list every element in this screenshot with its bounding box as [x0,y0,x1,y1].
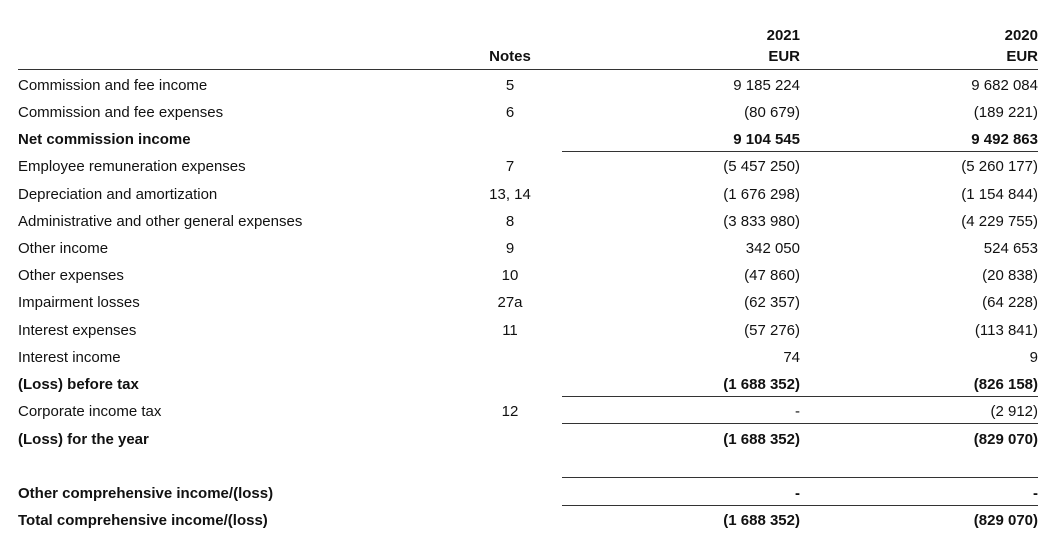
row-note: 13, 14 [489,186,531,203]
row-note: 6 [505,104,515,121]
row-label: Interest expenses [18,322,137,339]
oci-bottom-rule-2020 [800,505,1038,506]
header-rule [18,69,1038,70]
loss-before-tax-rule-2021 [562,396,800,397]
row-value-2021: (3 833 980) [723,213,800,230]
row-label: Other expenses [18,267,124,284]
row-note: 5 [505,77,515,94]
row-label: Depreciation and amortization [18,186,218,203]
net-commission-rule-2021 [562,151,800,152]
row-note: 11 [502,322,518,339]
row-value-2021: - [795,485,800,502]
row-value-2021: 9 104 545 [733,131,800,148]
row-value-2020: (2 912) [990,403,1038,420]
income-tax-rule-2020 [800,423,1038,424]
row-value-2020: 9 492 863 [971,131,1038,148]
row-note: 8 [505,213,515,230]
row-label: Other comprehensive income/(loss) [18,485,274,502]
row-value-2021: 342 050 [745,240,800,257]
row-value-2020: (189 221) [973,104,1038,121]
row-label: Commission and fee expenses [18,104,224,121]
row-label: (Loss) for the year [18,431,149,448]
row-value-2020: (5 260 177) [961,158,1038,175]
row-value-2020: (64 228) [982,294,1038,311]
row-note: 12 [501,403,519,420]
row-value-2021: (1 688 352) [723,431,800,448]
row-value-2020: (829 070) [973,512,1038,529]
row-value-2020: (4 229 755) [961,213,1038,230]
row-label: (Loss) before tax [18,376,139,393]
row-note: 10 [501,267,519,284]
row-label: Net commission income [18,131,191,148]
row-value-2020: (20 838) [982,267,1038,284]
row-value-2020: (1 154 844) [961,186,1038,203]
net-commission-rule-2020 [800,151,1038,152]
oci-top-rule-2021 [562,477,800,478]
row-label: Administrative and other general expenses [18,213,303,230]
currency-2020-header: EUR [1006,48,1038,65]
row-value-2021: (1 688 352) [723,376,800,393]
row-value-2020: (113 841) [974,322,1038,339]
loss-before-tax-rule-2020 [800,396,1038,397]
row-value-2021: (5 457 250) [723,158,800,175]
row-value-2021: (1 688 352) [723,512,800,529]
row-label: Interest income [18,349,121,366]
row-value-2021: (80 679) [744,104,800,121]
row-label: Employee remuneration expenses [18,158,246,175]
row-label: Commission and fee income [18,77,208,94]
row-label: Total comprehensive income/(loss) [18,512,268,529]
row-value-2020: (829 070) [973,431,1038,448]
row-value-2021: (57 276) [744,322,800,339]
row-value-2021: (47 860) [744,267,800,284]
row-value-2020: (826 158) [973,376,1038,393]
row-value-2021: (1 676 298) [723,186,800,203]
currency-2021-header: EUR [768,48,800,65]
oci-bottom-rule-2021 [562,505,800,506]
row-value-2020: - [1033,485,1038,502]
row-label: Impairment losses [18,294,140,311]
row-value-2021: (62 357) [744,294,800,311]
row-value-2020: 9 682 084 [971,77,1038,94]
row-value-2020: 9 [1029,349,1038,366]
row-value-2021: 74 [783,349,800,366]
oci-top-rule-2020 [800,477,1038,478]
row-label: Corporate income tax [18,403,162,420]
row-value-2021: 9 185 224 [733,77,800,94]
year-2020-header: 2020 [1004,27,1038,44]
row-value-2020: 524 653 [983,240,1038,257]
notes-header: Notes [489,48,531,65]
row-value-2021: - [795,403,800,420]
income-tax-rule-2021 [562,423,800,424]
row-label: Other income [18,240,109,257]
year-2021-header: 2021 [766,27,800,44]
row-note: 9 [505,240,515,257]
row-note: 7 [505,158,515,175]
row-note: 27a [497,294,523,311]
